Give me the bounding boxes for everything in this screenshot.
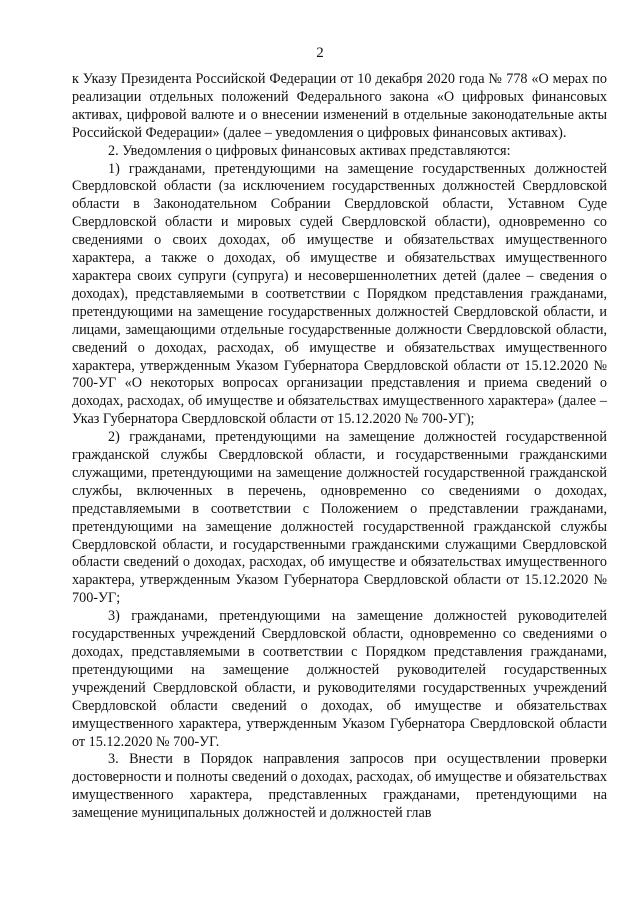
paragraph-subitem-1: 1) гражданами, претендующими на замещение государственных должностей Свердловской области (за исключением государственных должностей Свердловской области в Законодательном Собрании Свердловской области, Уставном Суде Свердловской области и мировых судей Свердловской области), одновременно со сведениями о своих доходах, об имуществе и обязательствах имущественного характера, а также о доходах, об имуществе и обязательствах имущественного характера своих супруги (супруга) и несовершеннолетних детей (далее – сведения о доходах), представляемыми в соответствии с Порядком представления гражданами, претендующими на замещение государственных должностей Свердловской области, и лицами, замещающими отдельные государственные должности Свердловской области, сведений о доходах, расходах, об имуществе и обязательствах имущественного характера, утвержденным Указом Губернатора Свердловской области от 15.12.2020 № 700-УГ «О некоторых вопросах организации представления и приема сведений о доходах, расходах, об имуществе и обязательствах имущественного характера» (далее – Указ Губернатора Свердловской области от 15.12.2020 № 700-УГ); xyxy=(72,160,607,428)
paragraph-item-3: 3. Внести в Порядок направления запросов при осуществлении проверки достоверности и полноты сведений о доходах, расходах, об имуществе и обязательствах имущественного характера, представленных гражданами, претендующими на замещение муниципальных должностей и должностей глав xyxy=(72,751,607,822)
paragraph-item-2-heading: 2. Уведомления о цифровых финансовых активах представляются: xyxy=(108,142,511,159)
paragraph-subitem-3: 3) гражданами, претендующими на замещение должностей руководителей государственных учреждений Свердловской области, одновременно со сведениями о доходах, представляемыми в соответствии с Порядком представления гражданами, претендующими на замещение должностей руководителей государственных учреждений Свердловской области, и руководителями государственных учреждений Свердловской области сведений о доходах, об имуществе и обязательствах имущественного характера, утвержденным Указом Губернатора Свердловской области от 15.12.2020 № 700-УГ. xyxy=(72,608,607,750)
paragraph-decree-reference: к Указу Президента Российской Федерации от 10 декабря 2020 года № 778 «О мерах по реализации отдельных положений Федерального закона «О цифровых финансовых активах, цифровой валюте и о внесении изменений в отдельные законодательные акты Российской Федерации» (далее – уведомления о цифровых финансовых активах). xyxy=(72,71,607,141)
document-body xyxy=(72,71,607,823)
page-number: 2 xyxy=(316,45,324,61)
paragraph-subitem-2: 2) гражданами, претендующими на замещение должностей государственной гражданской службы Свердловской области, и государственными гражданскими служащими, претендующими на замещение должностей государственной гражданской службы, включенных в перечень, одновременно со сведениями о доходах, представляемыми в соответствии с Положением о представлении гражданами, претендующими на замещение должностей государственной гражданской службы Свердловской области, и государственными гражданскими служащими Свердловской области сведений о доходах, расходах, об имуществе и обязательствах имущественного характера, утвержденным Указом Губернатора Свердловской области от 15.12.2020 № 700-УГ; xyxy=(72,429,607,607)
